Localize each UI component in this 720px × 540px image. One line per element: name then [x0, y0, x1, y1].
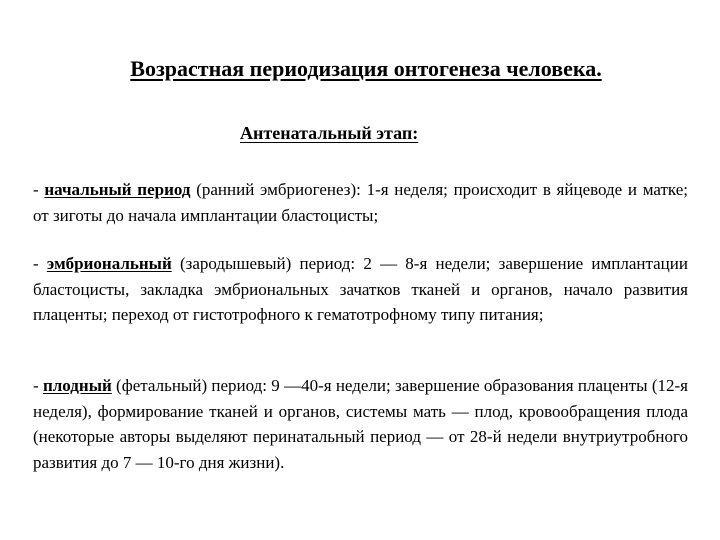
list-dash: - [33, 254, 47, 273]
term-embryonic-period: эмбриональный [46, 254, 172, 273]
paragraph-text: (зародышевый) период: 2 — 8-я недели; завершение имплантации бластоцисты, закладка эмбриональных зачатков тканей и органов, начало развития плаценты; переход от гистотрофного к гематотрофному типу питания; [33, 254, 688, 325]
term-fetal-period: плодный [42, 376, 112, 395]
paragraph-text: (фетальный) период: 9 —40-я недели; завершение образования плаценты (12-я неделя), формирование тканей и органов, системы мать — плод, кровообращения плода (некоторые авторы выделяют перинатальный период — от 28-й недели внутриутробного развития до 7 — 10-го дня жизни). [33, 376, 689, 472]
list-dash: - [33, 180, 45, 199]
paragraph-fetal-period [33, 373, 688, 475]
paragraph-text: (ранний эмбриогенез): 1-я неделя; происходит в яйцеводе и матке; от зиготы до начала имплантации бластоцисты; [33, 180, 688, 225]
paragraph-embryonic-period [33, 251, 688, 328]
list-dash: - [33, 376, 43, 395]
section-heading: Антенатальный этап: [240, 123, 419, 143]
paragraph-initial-period [33, 177, 688, 228]
page-title: Возрастная периодизация онтогенеза человека. [130, 56, 602, 81]
term-initial-period: начальный период [44, 180, 191, 199]
